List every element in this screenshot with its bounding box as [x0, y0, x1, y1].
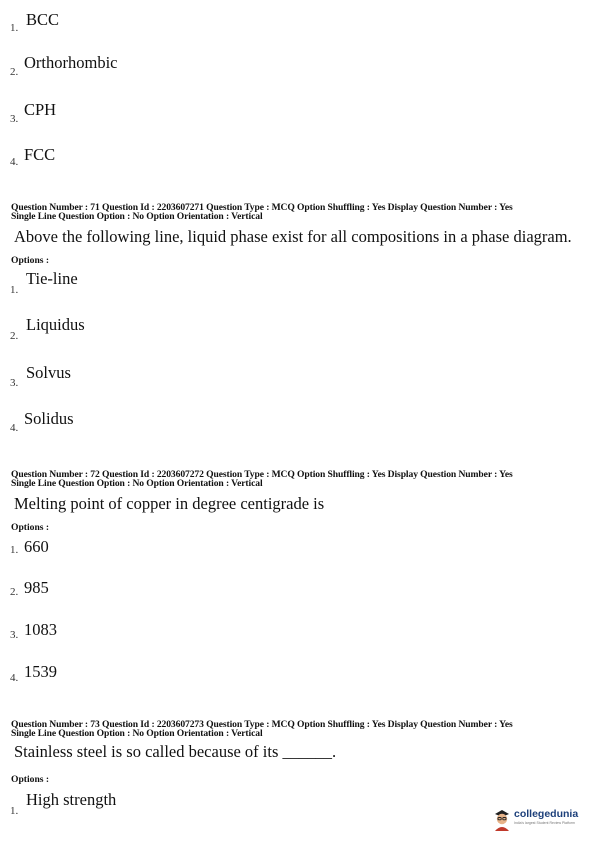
option-number: 2.: [10, 66, 19, 78]
option-number: 4.: [10, 672, 19, 684]
question-meta-line: Question Number : 71 Question Id : 2203607271 Question Type : MCQ Option Shuffling : Yes Display Question Number : Yes: [11, 202, 513, 213]
option-number: 1.: [10, 544, 19, 556]
option-number: 3.: [10, 113, 19, 125]
option-text: Orthorhombic: [24, 53, 118, 72]
option-text: Tie-line: [26, 269, 78, 288]
options-label: Options :: [11, 774, 50, 785]
question-text: Melting point of copper in degree centigrade is: [14, 494, 325, 513]
question-text: Above the following line, liquid phase exist for all compositions in a phase diagram.: [14, 227, 572, 246]
question-text: Stainless steel is so called because of its ______.: [14, 742, 337, 761]
logo-tagline: India's largest Student Review Platform: [514, 821, 575, 825]
option-number: 1.: [10, 284, 19, 296]
option-number: 3.: [10, 629, 19, 641]
collegedunia-logo: [492, 806, 592, 832]
options-label: Options :: [11, 255, 50, 266]
option-text: 985: [24, 578, 49, 597]
student-avatar-icon: [492, 807, 512, 831]
option-number: 3.: [10, 377, 19, 389]
option-text: 1539: [24, 662, 57, 681]
option-text: 1083: [24, 620, 57, 639]
option-text: 660: [24, 537, 49, 556]
option-number: 4.: [10, 156, 19, 168]
logo-name: collegedunia: [514, 808, 579, 820]
question-meta-line: Single Line Question Option : No Option Orientation : Vertical: [11, 211, 263, 222]
option-number: 2.: [10, 330, 19, 342]
option-text: High strength: [26, 790, 117, 809]
option-text: Solidus: [24, 409, 74, 428]
question-meta-line: Question Number : 73 Question Id : 2203607273 Question Type : MCQ Option Shuffling : Yes Display Question Number : Yes: [11, 719, 513, 730]
option-text: Solvus: [26, 363, 71, 382]
options-label: Options :: [11, 522, 50, 533]
question-meta-line: Single Line Question Option : No Option Orientation : Vertical: [11, 478, 263, 489]
option-number: 4.: [10, 422, 19, 434]
option-text: FCC: [24, 145, 56, 164]
option-text: BCC: [26, 10, 60, 29]
option-number: 1.: [10, 22, 19, 34]
option-number: 1.: [10, 805, 19, 817]
option-number: 2.: [10, 586, 19, 598]
question-meta-line: Single Line Question Option : No Option Orientation : Vertical: [11, 728, 263, 739]
option-text: CPH: [24, 100, 57, 119]
option-text: Liquidus: [26, 315, 85, 334]
question-meta-line: Question Number : 72 Question Id : 2203607272 Question Type : MCQ Option Shuffling : Yes Display Question Number : Yes: [11, 469, 513, 480]
